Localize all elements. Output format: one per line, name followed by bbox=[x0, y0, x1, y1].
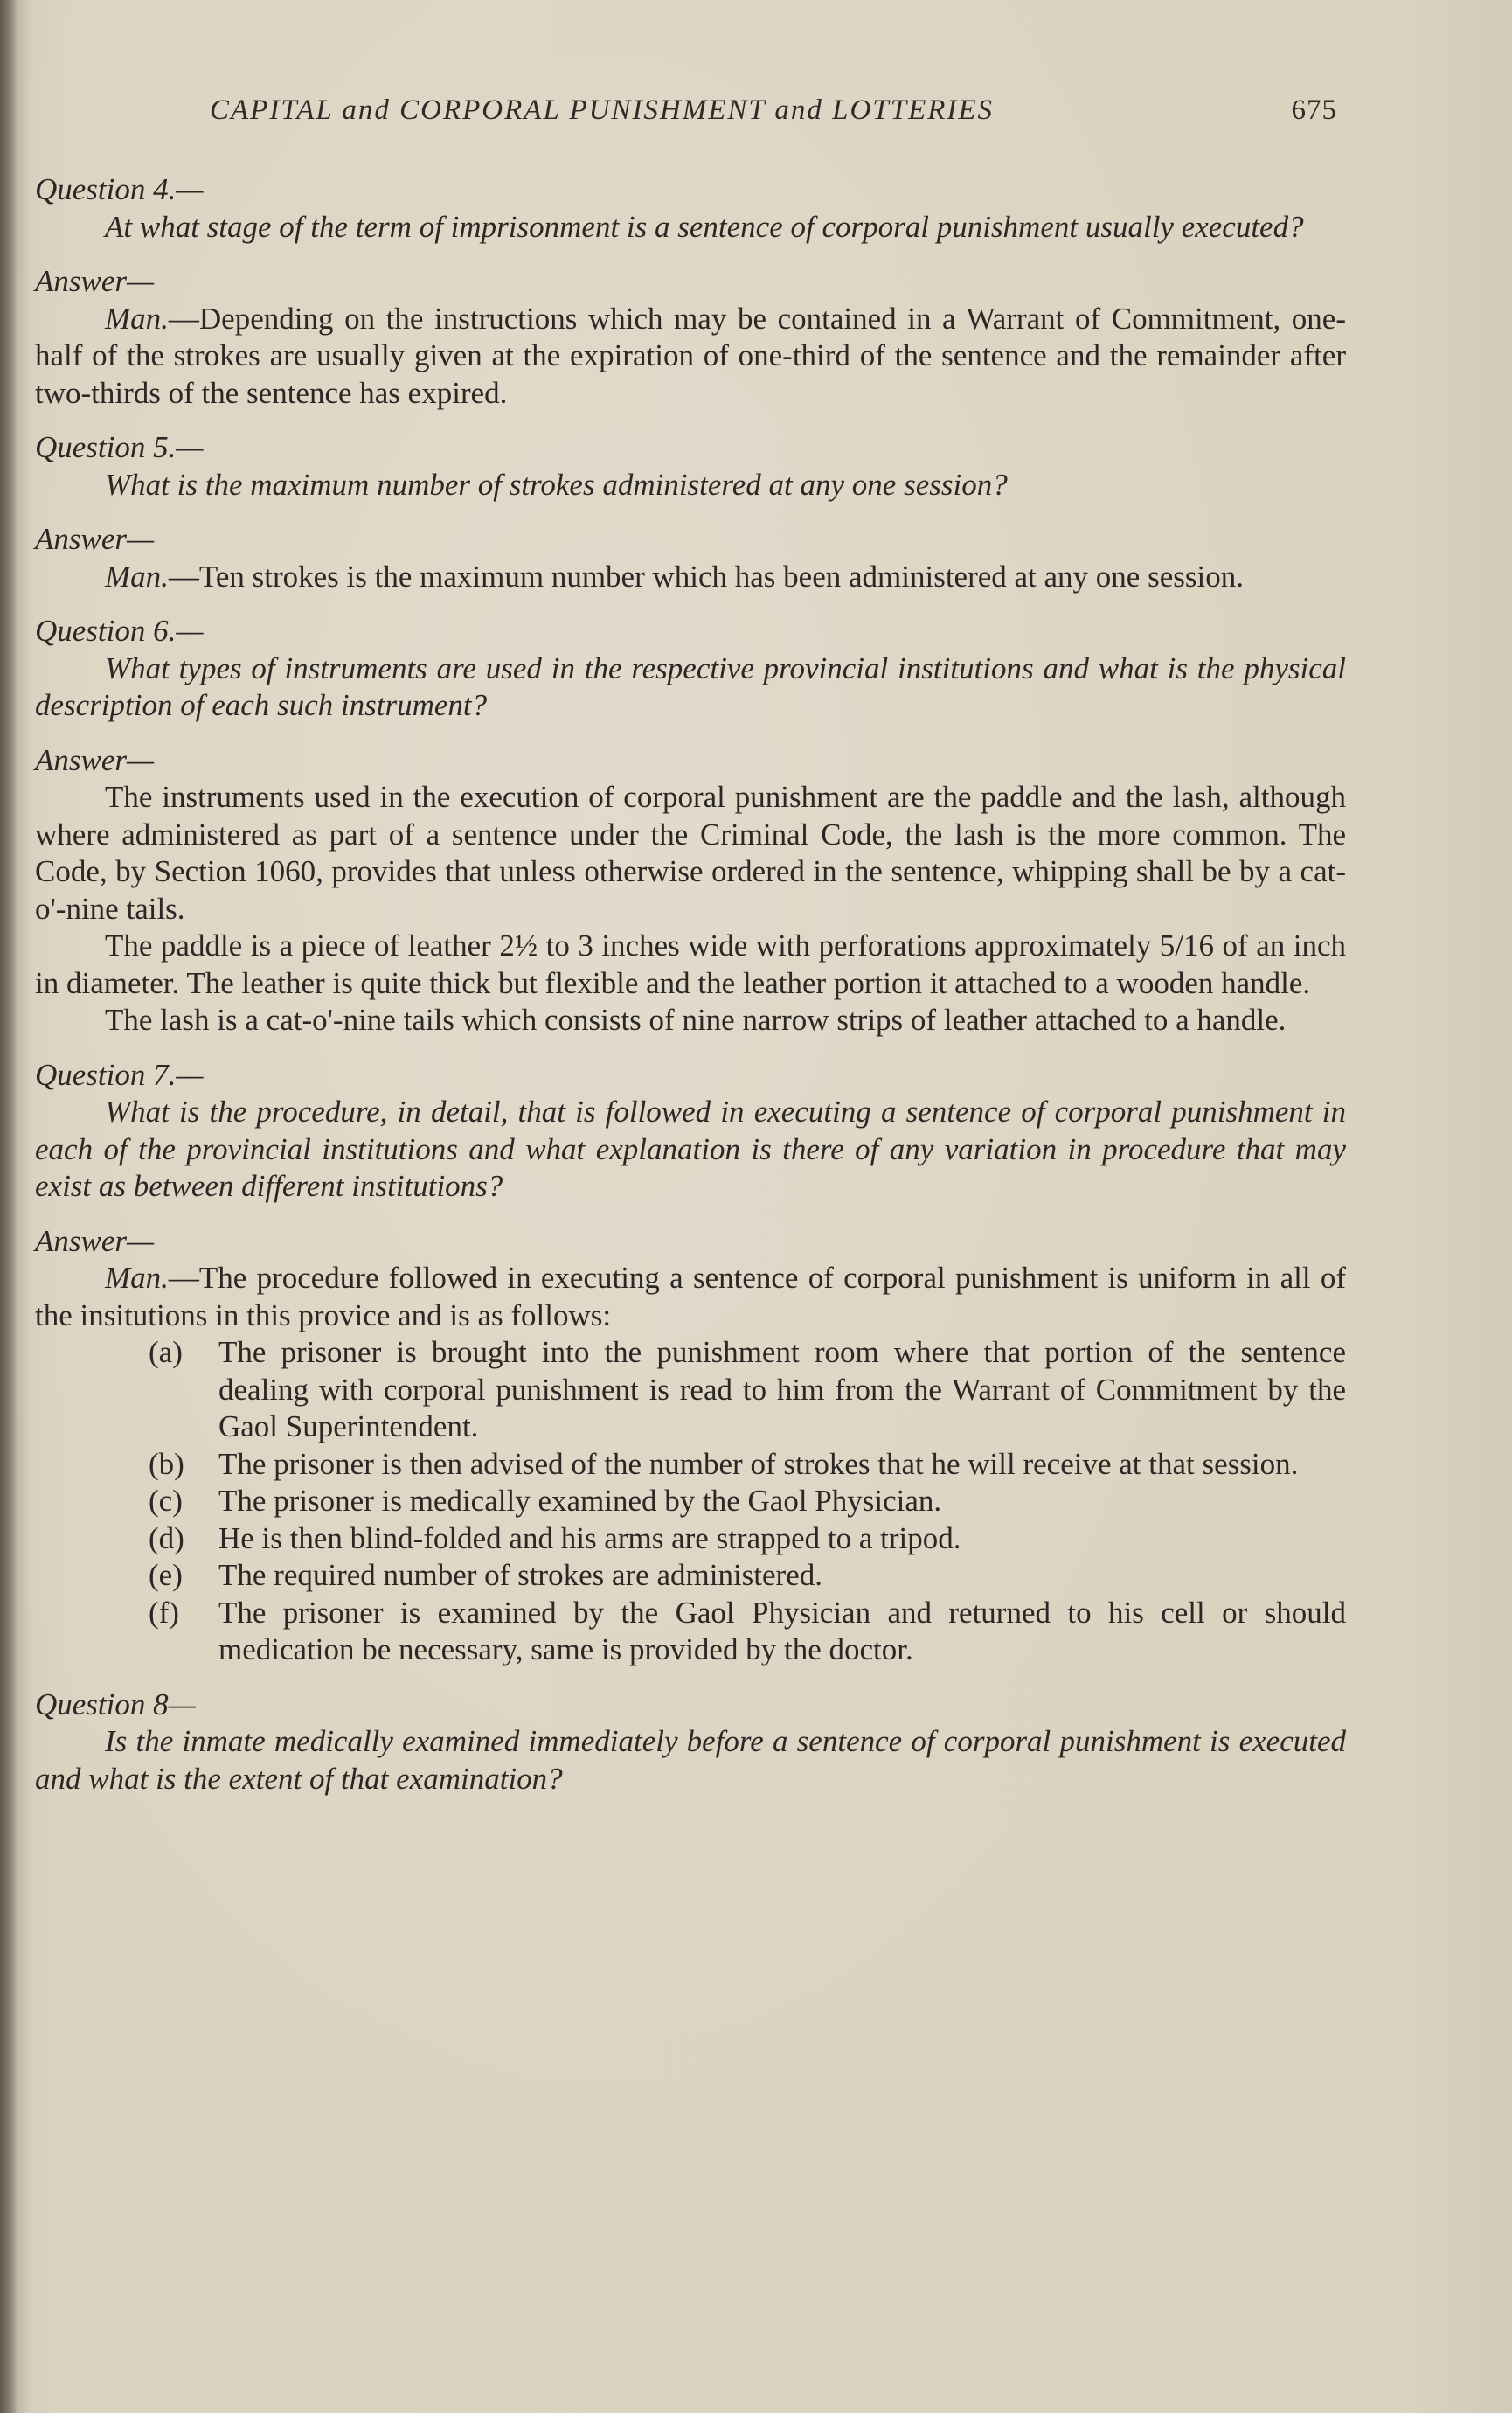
list-item-text: The prisoner is examined by the Gaol Physician and returned to his cell or should medication be necessary, same is provided by the doctor. bbox=[218, 1595, 1346, 1666]
procedure-list bbox=[35, 1334, 1346, 1669]
section-question-5 bbox=[35, 429, 1346, 595]
answer-6-paragraph-1: The instruments used in the execution of corporal punishment are the paddle and the lash, although where administered as part of a sentence under the Criminal Code, the lash is the more common. The Code, by Section 1060, provides that unless otherwise ordered in the sentence, whipping shall be by a cat-o'-nine tails. bbox=[35, 780, 1346, 926]
answer-7-speaker: Man. bbox=[105, 1261, 169, 1295]
question-8-text: Is the inmate medically examined immediately before a sentence of corporal punishment is executed and what is the extent of that examination? bbox=[35, 1724, 1346, 1796]
list-item bbox=[35, 1446, 1346, 1484]
answer-6-paragraph-3: The lash is a cat-o'-nine tails which consists of nine narrow strips of leather attached to a handle. bbox=[105, 1003, 1287, 1037]
list-marker: (a) bbox=[149, 1335, 183, 1369]
book-spine-shadow bbox=[0, 0, 17, 2413]
answer-7-label: Answer— bbox=[35, 1223, 155, 1258]
question-5-text: What is the maximum number of strokes administered at any one session? bbox=[105, 467, 1008, 502]
question-6-text: What types of instruments are used in the respective provincial institutions and what is the physical description of each such instrument? bbox=[35, 650, 1346, 722]
answer-5-paragraph bbox=[35, 559, 1346, 596]
running-title: CAPITAL and CORPORAL PUNISHMENT and LOTTERIES bbox=[210, 94, 995, 126]
question-5-label: Question 5.— bbox=[35, 430, 204, 464]
list-item bbox=[35, 1520, 1346, 1558]
question-7-label: Question 7.— bbox=[35, 1057, 204, 1092]
list-marker: (b) bbox=[149, 1446, 184, 1481]
answer-4-paragraph bbox=[35, 301, 1346, 413]
question-4-label: Question 4.— bbox=[35, 172, 204, 206]
question-8-label: Question 8— bbox=[35, 1686, 196, 1721]
answer-5-label: Answer— bbox=[35, 522, 155, 556]
list-item bbox=[35, 1595, 1346, 1669]
section-question-8 bbox=[35, 1686, 1346, 1798]
list-marker: (f) bbox=[149, 1595, 179, 1630]
answer-4-label: Answer— bbox=[35, 264, 155, 298]
answer-6-label: Answer— bbox=[35, 742, 155, 777]
list-item-text: The prisoner is brought into the punishment room where that portion of the sentence dealing with corporal punishment is read to him from the Warrant of Commitment by the Gaol Superintendent. bbox=[218, 1335, 1346, 1443]
section-question-7 bbox=[35, 1057, 1346, 1669]
question-7-text: What is the procedure, in detail, that is followed in executing a sentence of corporal punishment in each of the provincial institutions and what explanation is there of any variation in procedure that may exist as between different institutions? bbox=[35, 1095, 1346, 1203]
list-item bbox=[35, 1557, 1346, 1595]
list-item-text: The prisoner is then advised of the number of strokes that he will receive at that session. bbox=[218, 1446, 1299, 1481]
list-item bbox=[35, 1334, 1346, 1446]
list-item-text: He is then blind-folded and his arms are strapped to a tripod. bbox=[218, 1520, 961, 1555]
section-question-6 bbox=[35, 613, 1346, 1040]
question-4-text: At what stage of the term of imprisonment is a sentence of corporal punishment usually executed? bbox=[105, 209, 1304, 244]
list-item bbox=[35, 1483, 1346, 1520]
section-question-4 bbox=[35, 171, 1346, 412]
page-body bbox=[35, 171, 1346, 1798]
answer-5-text: —Ten strokes is the maximum number which has been administered at any one session. bbox=[168, 559, 1244, 594]
answer-7-paragraph bbox=[35, 1260, 1346, 1334]
question-6-label: Question 6.— bbox=[35, 614, 204, 648]
list-item-text: The required number of strokes are administered. bbox=[218, 1558, 822, 1592]
list-marker: (d) bbox=[149, 1520, 184, 1555]
page-number: 675 bbox=[1291, 94, 1337, 126]
answer-7-text: —The procedure followed in executing a sentence of corporal punishment is uniform in all of the insitutions in this provice and is as follows: bbox=[35, 1261, 1346, 1332]
list-marker: (e) bbox=[149, 1558, 183, 1592]
list-item-text: The prisoner is medically examined by the Gaol Physician. bbox=[218, 1484, 942, 1518]
list-marker: (c) bbox=[149, 1484, 183, 1518]
page-header bbox=[210, 94, 1337, 133]
answer-4-text: —Depending on the instructions which may be contained in a Warrant of Commitment, one-half of the strokes are usually given at the expiration of one-third of the sentence and the remainder after two-thirds of the sentence has expired. bbox=[35, 301, 1346, 410]
answer-4-speaker: Man. bbox=[105, 301, 169, 336]
answer-5-speaker: Man. bbox=[105, 559, 169, 594]
answer-6-paragraph-2: The paddle is a piece of leather 2½ to 3 inches wide with perforations approximately 5/16 of an inch in diameter. The leather is quite thick but flexible and the leather portion it attached to a wooden handle. bbox=[35, 928, 1346, 1000]
